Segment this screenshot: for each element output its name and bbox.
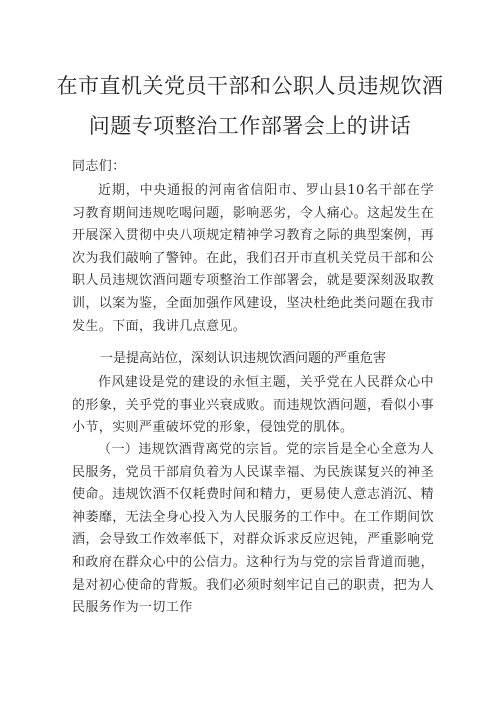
paragraph-intro: 近期，中央通报的河南省信阳市、罗山县10名干部在学习教育期间违规吃喝问题，影响恶劣，令人痛心。这起发生在开展深入贯彻中央八项规定精神学习教育之际的典型案例，再次为我们敲响了警钟。在此，我们召开市直机关党员干部和公职人员违规饮酒问题专项整治工作部署会，就是要深刻汲取教训，以案为鉴，全面加强作风建设，坚决杜绝此类问题在我市发生。下面，我讲几点意见。 — [72, 183, 434, 334]
paragraph-section1: 作风建设是党的建设的永恒主题，关乎党在人民群众心中的形象，关乎党的事业兴衰成败。而违规饮酒问题，看似小事小节，实则严重破坏党的形象，侵蚀党的肌体。 — [72, 375, 434, 436]
paragraph-subpoint1: （一）违规饮酒背离党的宗旨。党的宗旨是全心全意为人民服务，党员干部肩负着为人民谋幸福、为民族谋复兴的神圣使命。违规饮酒不仅耗费时间和精力，更易使人意志消沉、精神萎靡，无法全身心投入为人民服务的工作中。在工作期间饮酒，会导致工作效率低下，对群众诉求反应迟钝，严重影响党和政府在群众心中的公信力。这种行为与党的宗旨背道而驰，是对初心使命的背叛。我们必须时刻牢记自己的职责，把为人民服务作为一切工作 — [72, 442, 434, 616]
document-title-line2: 问题专项整治工作部署会上的讲话 — [88, 114, 412, 138]
document-title-line1: 在市直机关党员干部和公职人员违规饮酒 — [56, 74, 444, 98]
section-heading: 一是提高站位，深刻认识违规饮酒问题的严重危害 — [100, 351, 387, 366]
greeting: 同志们： — [72, 159, 126, 174]
